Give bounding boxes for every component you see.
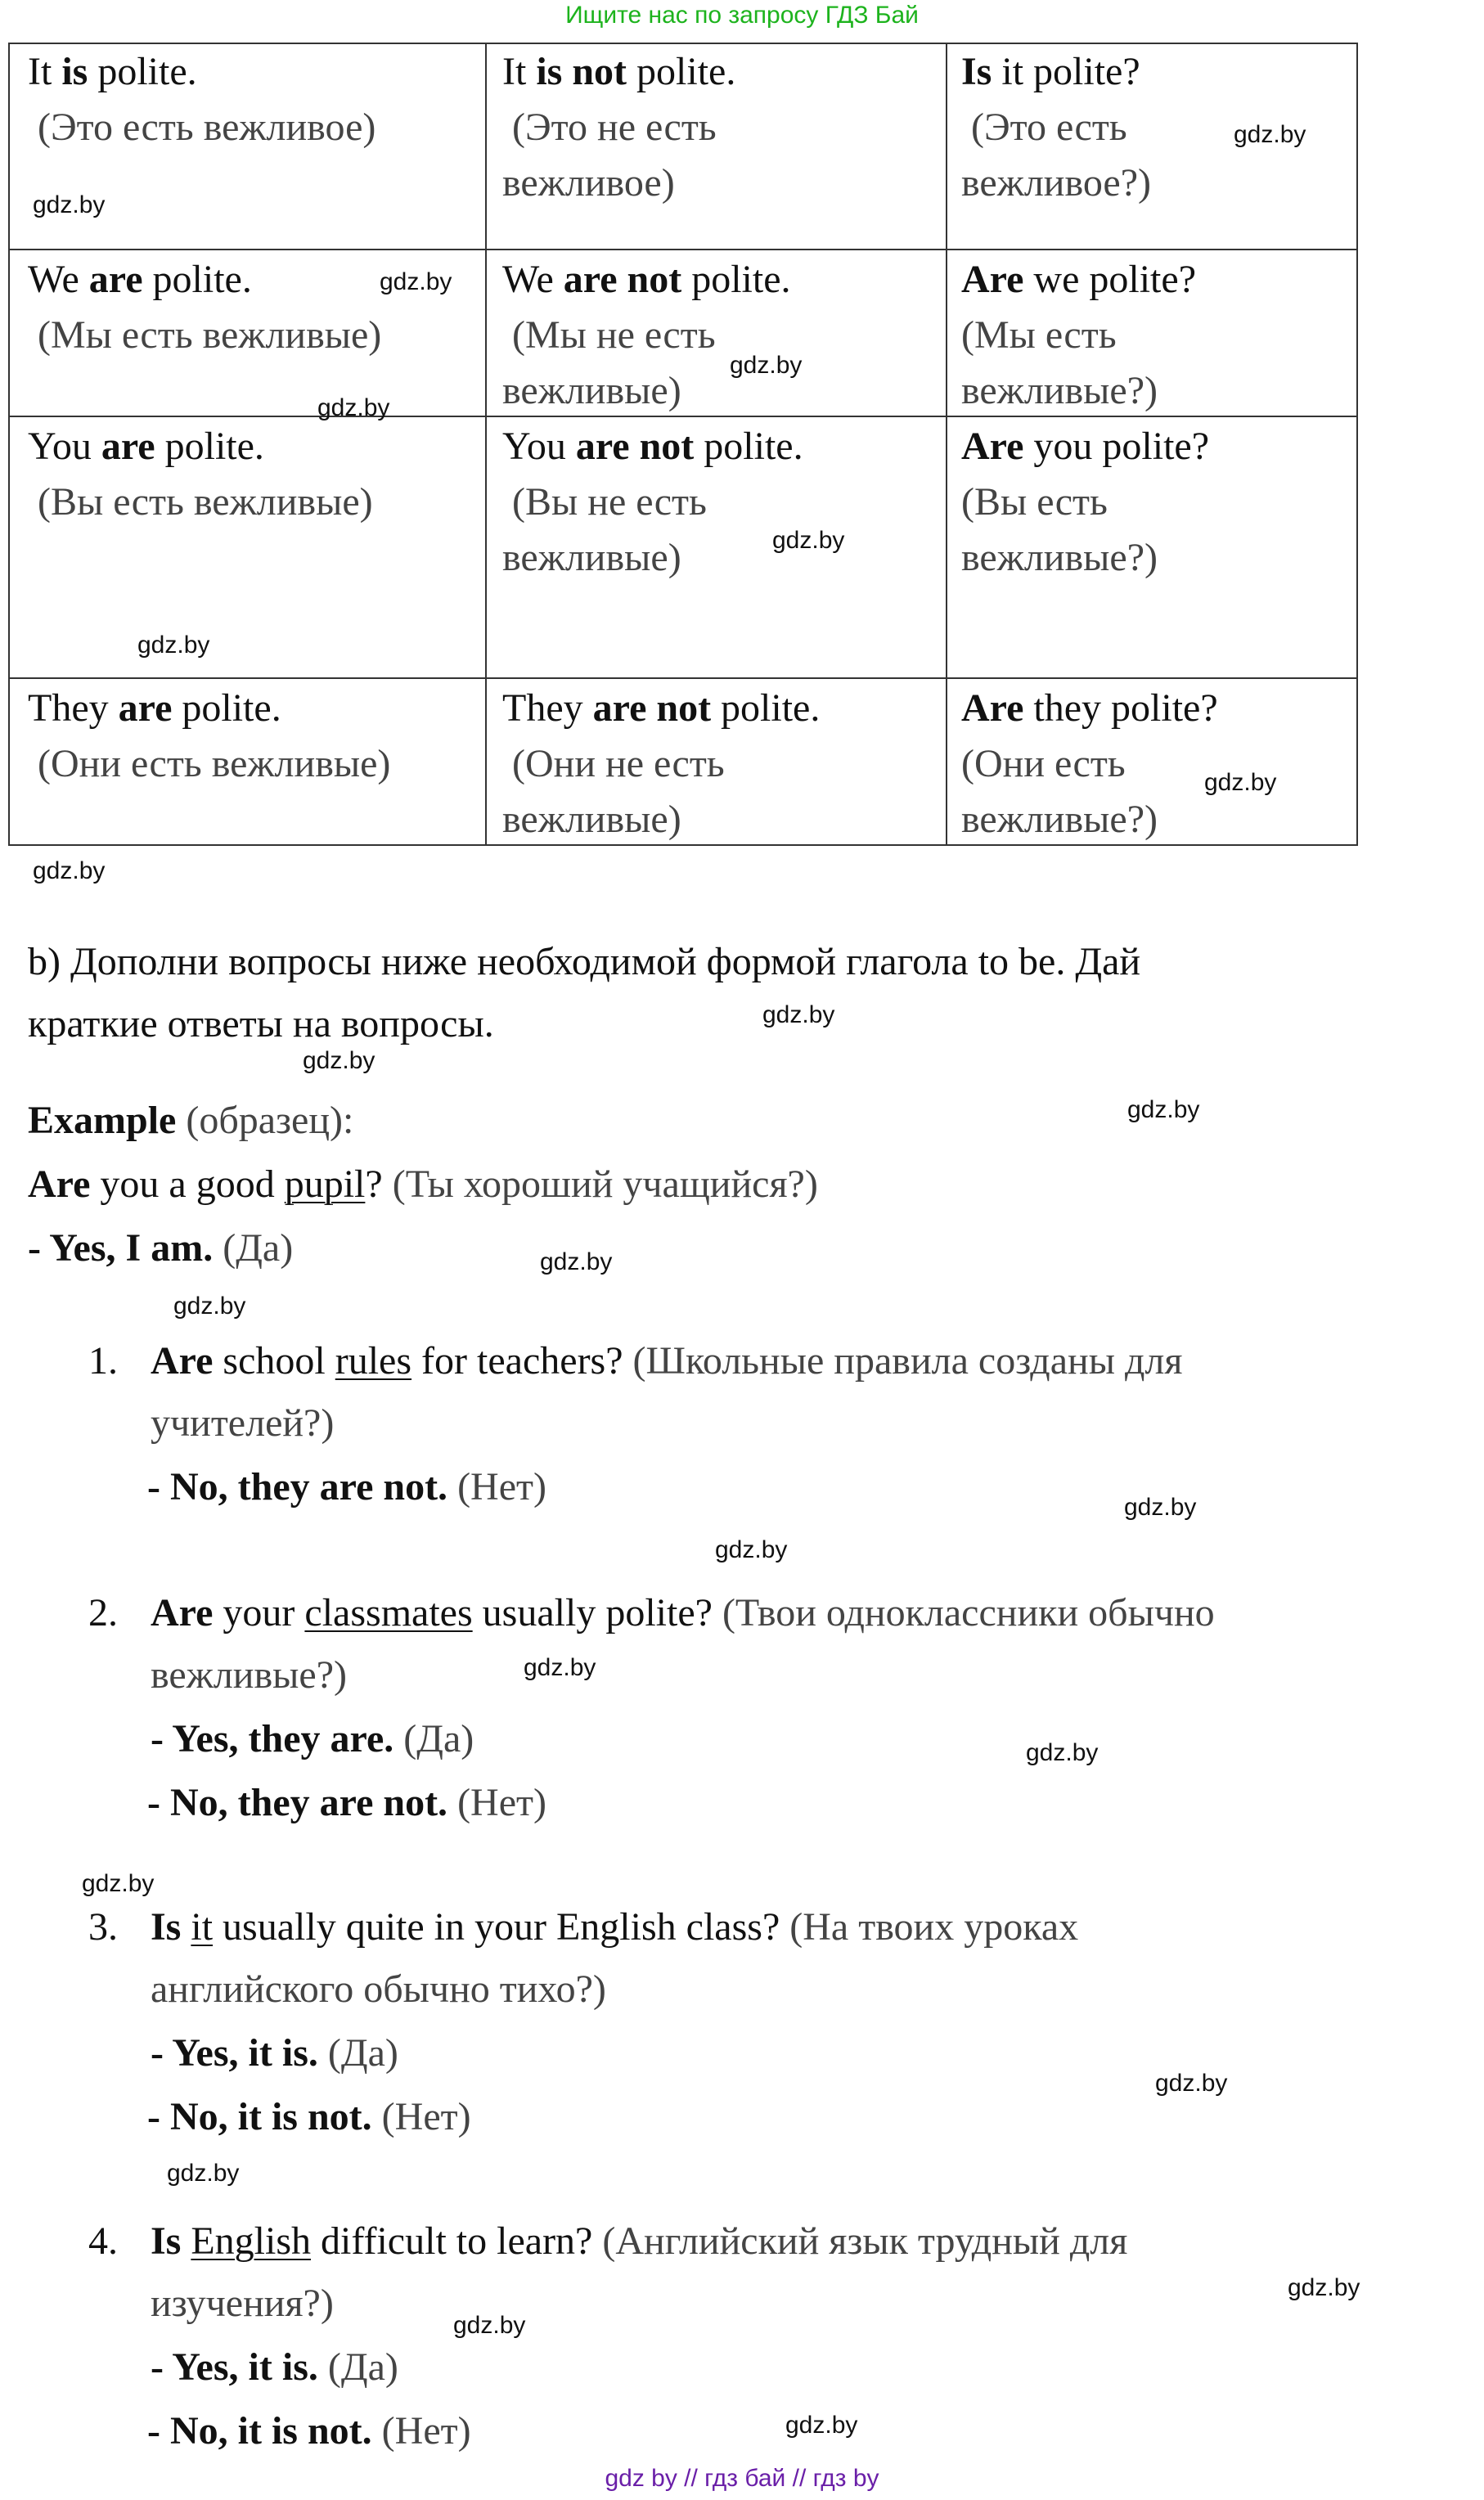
item-question-cont: вежливые?)	[151, 1653, 347, 1697]
watermark: gdz.by	[317, 394, 390, 421]
table-cell-question: Are they polite? (Они есть вежливые?)	[961, 686, 1218, 841]
item-answer: - Yes, it is. (Да)	[151, 2345, 398, 2389]
conjugation-table	[8, 43, 1358, 846]
table-cell-negative: It is not polite. (Это не есть вежливое)	[502, 50, 736, 205]
task-instruction-line1: b) Дополни вопросы ниже необходимой формой глагола to be. Дай	[28, 940, 1141, 983]
table-cell-affirmative: It is polite. (Это есть вежливое)	[28, 50, 376, 149]
item-question: Is English difficult to learn? (Английский язык трудный для	[151, 2219, 1128, 2263]
item-number: 1.	[88, 1339, 118, 1383]
table-cell-question: Is it polite? (Это есть вежливое?)	[961, 50, 1152, 205]
item-number: 4.	[88, 2219, 118, 2263]
table-cell-affirmative: They are polite. (Они есть вежливые)	[28, 686, 391, 785]
search-banner[interactable]: Ищите нас по запросу ГДЗ Бай	[565, 2, 919, 29]
item-question-cont: учителей?)	[151, 1401, 335, 1445]
item-answer: - No, they are not. (Нет)	[147, 1465, 546, 1509]
watermark: gdz.by	[33, 857, 106, 884]
watermark: gdz.by	[1127, 1096, 1200, 1123]
watermark: gdz.by	[1204, 769, 1277, 796]
watermark: gdz.by	[785, 2412, 858, 2439]
table-cell-affirmative: You are polite. (Вы есть вежливые)	[28, 425, 373, 524]
item-answer: - No, they are not. (Нет)	[147, 1781, 546, 1824]
item-number: 2.	[88, 1591, 118, 1634]
table-cell-negative: They are not polite. (Они не есть вежливые)	[502, 686, 821, 841]
example-question: Are you a good pupil? (Ты хороший учащийся?)	[28, 1162, 818, 1206]
item-answer: - Yes, it is. (Да)	[151, 2031, 398, 2075]
watermark: gdz.by	[167, 2160, 240, 2187]
table-cell-question: Are you polite? (Вы есть вежливые?)	[961, 425, 1210, 579]
watermark: gdz.by	[33, 191, 106, 218]
table-cell-negative: We are not polite. (Мы не есть вежливые)	[502, 258, 791, 412]
watermark: gdz.by	[1155, 2070, 1228, 2097]
watermark: gdz.by	[380, 268, 452, 295]
table-cell-negative: You are not polite. (Вы не есть вежливые)	[502, 425, 803, 579]
item-question-cont: изучения?)	[151, 2282, 334, 2325]
table-cell-question: Are we polite? (Мы есть вежливые?)	[961, 258, 1196, 412]
watermark: gdz.by	[524, 1654, 596, 1681]
watermark: gdz.by	[715, 1536, 788, 1563]
watermark: gdz.by	[137, 632, 210, 659]
table-cell-affirmative: We are polite. (Мы есть вежливые)	[28, 258, 382, 357]
item-number: 3.	[88, 1905, 118, 1949]
watermark: gdz.by	[453, 2312, 526, 2339]
watermark: gdz.by	[762, 1001, 835, 1028]
item-answer: - No, it is not. (Нет)	[147, 2095, 471, 2138]
watermark: gdz.by	[540, 1248, 613, 1275]
watermark: gdz.by	[1234, 121, 1306, 148]
item-answer: - No, it is not. (Нет)	[147, 2409, 471, 2453]
task-instruction-line2: краткие ответы на вопросы.	[28, 1002, 494, 1045]
watermark: gdz.by	[772, 527, 845, 554]
item-question-cont: английского обычно тихо?)	[151, 1967, 606, 2011]
watermark: gdz.by	[1288, 2274, 1360, 2301]
example-answer: - Yes, I am. (Да)	[28, 1226, 294, 1270]
watermark: gdz.by	[1026, 1739, 1099, 1766]
item-answer: - Yes, they are. (Да)	[151, 1717, 474, 1760]
example-heading: Example (образец):	[28, 1099, 354, 1142]
item-question: Is it usually quite in your English class? (На твоих уроках	[151, 1905, 1079, 1949]
watermark: gdz.by	[730, 352, 803, 379]
footer-links[interactable]: gdz by // гдз бай // гдз by	[605, 2465, 879, 2492]
item-question: Are your classmates usually polite? (Твои одноклассники обычно	[151, 1591, 1215, 1634]
watermark: gdz.by	[303, 1047, 375, 1074]
watermark: gdz.by	[1124, 1494, 1197, 1521]
item-question: Are school rules for teachers? (Школьные правила созданы для	[151, 1339, 1183, 1383]
watermark: gdz.by	[82, 1870, 155, 1897]
watermark: gdz.by	[173, 1293, 246, 1320]
